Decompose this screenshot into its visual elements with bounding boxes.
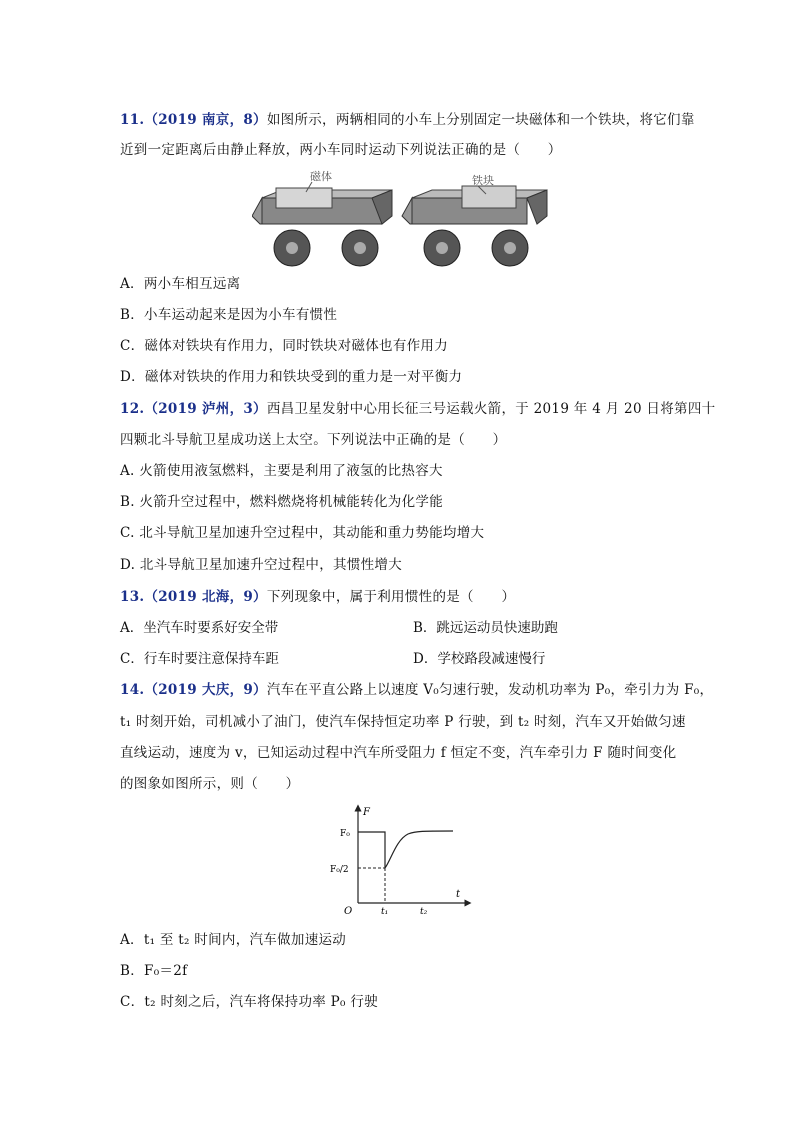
q12-number: 12. <box>120 401 145 417</box>
q13-stem-line-1 <box>120 585 515 605</box>
x-axis-label: t <box>456 889 461 900</box>
q13-option-d: D．学校路段减速慢行 <box>413 651 546 667</box>
force-time-graph <box>328 800 478 920</box>
q11-option-c: C．磁体对铁块有作用力，同时铁块对磁体也有作用力 <box>120 338 449 354</box>
q13-option-b: B．跳远运动员快速助跑 <box>413 620 558 636</box>
q12-stem-line-2: 四颗北斗导航卫星成功送上太空。下列说法中正确的是（ ） <box>120 432 507 448</box>
y-tick-f0: F₀ <box>340 829 350 839</box>
q11-stem-line-2: 近到一定距离后由静止释放，两小车同时运动下列说法正确的是（ ） <box>120 142 562 158</box>
q14-stem-text-1: 汽车在平直公路上以速度 V₀匀速行驶，发动机功率为 P₀，牵引力为 F₀， <box>266 682 714 698</box>
q12-source: （2019 泸州，3） <box>144 401 267 417</box>
q13-option-a: A．坐汽车时要系好安全带 <box>120 620 279 636</box>
q12-option-b: B. 火箭升空过程中，燃料燃烧将机械能转化为化学能 <box>120 494 444 510</box>
q11-option-a: A．两小车相互远离 <box>120 276 241 292</box>
q12-option-c: C. 北斗导航卫星加速升空过程中，其动能和重力势能均增大 <box>120 525 485 541</box>
magnet-label: 磁体 <box>310 170 332 183</box>
force-curve <box>358 831 453 868</box>
x-tick-t2: t₂ <box>420 907 428 917</box>
q11-option-d: D．磁体对铁块的作用力和铁块受到的重力是一对平衡力 <box>120 369 463 385</box>
q14-source: （2019 大庆，9） <box>144 682 267 698</box>
iron-cart <box>402 186 547 266</box>
q11-source: （2019 南京，8） <box>144 112 267 128</box>
q14-option-a: A．t₁ 至 t₂ 时间内，汽车做加速运动 <box>120 932 347 948</box>
q14-number: 14. <box>120 682 145 698</box>
q13-number: 13. <box>120 589 145 605</box>
q13-source: （2019 北海，9） <box>144 589 267 605</box>
y-axis-label: F <box>363 807 370 818</box>
cart-figure <box>252 168 552 274</box>
q14-option-c: C．t₂ 时刻之后，汽车将保持功率 P₀ 行驶 <box>120 994 378 1010</box>
q14-option-b: B．F₀＝2f <box>120 963 188 979</box>
q14-stem-line-3: 直线运动，速度为 v，已知运动过程中汽车所受阻力 f 恒定不变，汽车牵引力 F 随时间变化 <box>120 745 677 761</box>
q13-option-c: C．行车时要注意保持车距 <box>120 651 279 667</box>
q12-stem-line-1 <box>120 397 715 417</box>
q11-option-b: B．小车运动起来是因为小车有惯性 <box>120 307 338 323</box>
q12-stem-text-1: 西昌卫星发射中心用长征三号运载火箭，于 2019 年 4 月 20 日将第四十 <box>266 401 716 417</box>
origin-label: O <box>344 906 353 917</box>
q11-stem-text-1: 如图所示，两辆相同的小车上分别固定一块磁体和一个铁块，将它们靠 <box>266 112 695 128</box>
y-tick-f0-half: F₀/2 <box>330 865 349 875</box>
q13-stem-text-1: 下列现象中，属于利用惯性的是（ ） <box>266 589 516 605</box>
q12-option-a: A. 火箭使用液氢燃料，主要是利用了液氢的比热容大 <box>120 463 443 479</box>
q12-option-d: D. 北斗导航卫星加速升空过程中，其惯性增大 <box>120 557 403 573</box>
q14-stem-line-1 <box>120 678 713 698</box>
magnet-cart <box>252 188 392 266</box>
q14-stem-line-2: t₁ 时刻开始，司机减小了油门，使汽车保持恒定功率 P 行驶，到 t₂ 时刻，汽车又开始做匀速 <box>120 714 686 730</box>
x-tick-t1: t₁ <box>381 907 389 917</box>
iron-label: 铁块 <box>472 174 494 187</box>
q11-number: 11. <box>120 112 145 128</box>
q11-stem-line-1 <box>120 108 695 128</box>
q14-stem-line-4: 的图象如图所示，则（ ） <box>120 776 300 792</box>
